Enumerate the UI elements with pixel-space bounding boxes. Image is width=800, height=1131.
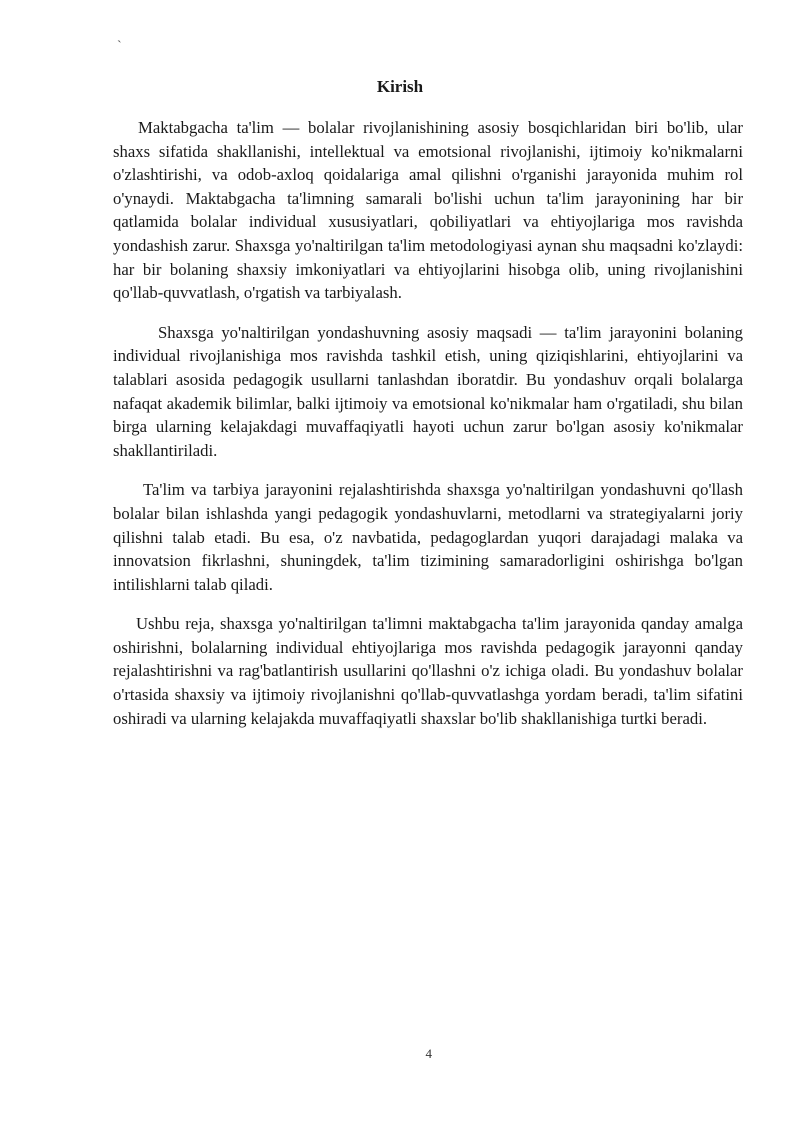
paragraph-1: Maktabgacha ta'lim — bolalar rivojlanishining asosiy bosqichlaridan biri bo'lib, ular shaxs sifatida shakllanishi, intellektual va emotsional rivojlanishi, ijtimoiy ko'nikmalarni o'zlashtirishi, va odob-axloq qoidalariga amal qilishni o'rganishi jarayonida muhim rol o'ynaydi. Maktabgacha ta'limning samarali bo'lishi uchun ta'lim jarayonining har bir qatlamida bolalar individual xususiyatlari, qobiliyatlari va ehtiyojlariga mos ravishda yondashish zarur. Shaxsga yo'naltirilgan ta'lim metodologiyasi aynan shu maqsadni ko'zlaydi: har bir bolaning shaxsiy imkoniyatlari va ehtiyojlarini hisobga olib, uning rivojlanishini qo'llab-quvvatlash, o'rgatish va tarbiyalash.	[113, 118, 743, 303]
paragraph-4: Ushbu reja, shaxsga yo'naltirilgan ta'limni maktabgacha ta'lim jarayonida qanday amalga oshirishni, bolalarning individual ehtiyojlariga mos ravishda pedagogik jarayonni qanday rejalashtirishni va rag'batlantirish usullarini qo'llashni o'z ichiga oladi. Bu yondashuv bolalar o'rtasida shaxsiy va ijtimoiy rivojlanishni qo'llab-quvvatlashga yordam beradi, ta'lim sifatini oshiradi va ularning kelajakda muvaffaqiyatli shaxslar bo'lib shakllanishiga turtki beradi.	[113, 614, 743, 728]
page-number: 4	[425, 1046, 432, 1061]
body-text	[113, 116, 743, 746]
corner-mark: `	[117, 39, 122, 54]
paragraph-3: Ta'lim va tarbiya jarayonini rejalashtirishda shaxsga yo'naltirilgan yondashuvni qo'llash bolalar bilan ishlashda yangi pedagogik yondashuvlarni, metodlarni va strategiyalarni joriy qilishni talab etadi. Bu esa, o'z navbatida, pedagoglardan yuqori darajadagi malaka va innovatsion fikrlashni, shuningdek, ta'lim tizimining samaradorligini oshirishga bo'lgan intilishlarni talab qiladi.	[113, 480, 743, 594]
page-number-container	[0, 1046, 800, 1062]
section-heading: Kirish	[376, 77, 424, 96]
paragraph-2: Shaxsga yo'naltirilgan yondashuvning asosiy maqsadi — ta'lim jarayonini bolaning individual rivojlanishiga mos ravishda tashkil etish, uning qiziqishlarini, ehtiyojlarini va talablari asosida pedagogik usullarni tanlashdan iboratdir. Bu yondashuv orqali bolalarga nafaqat akademik bilimlar, balki ijtimoiy va emotsional ko'nikmalar ham o'rgatiladi, shu bilan birga ularning kelajakdagi muvaffaqiyatli hayoti uchun zarur bo'lgan asosiy ko'nikmalar shakllantiriladi.	[113, 322, 743, 460]
